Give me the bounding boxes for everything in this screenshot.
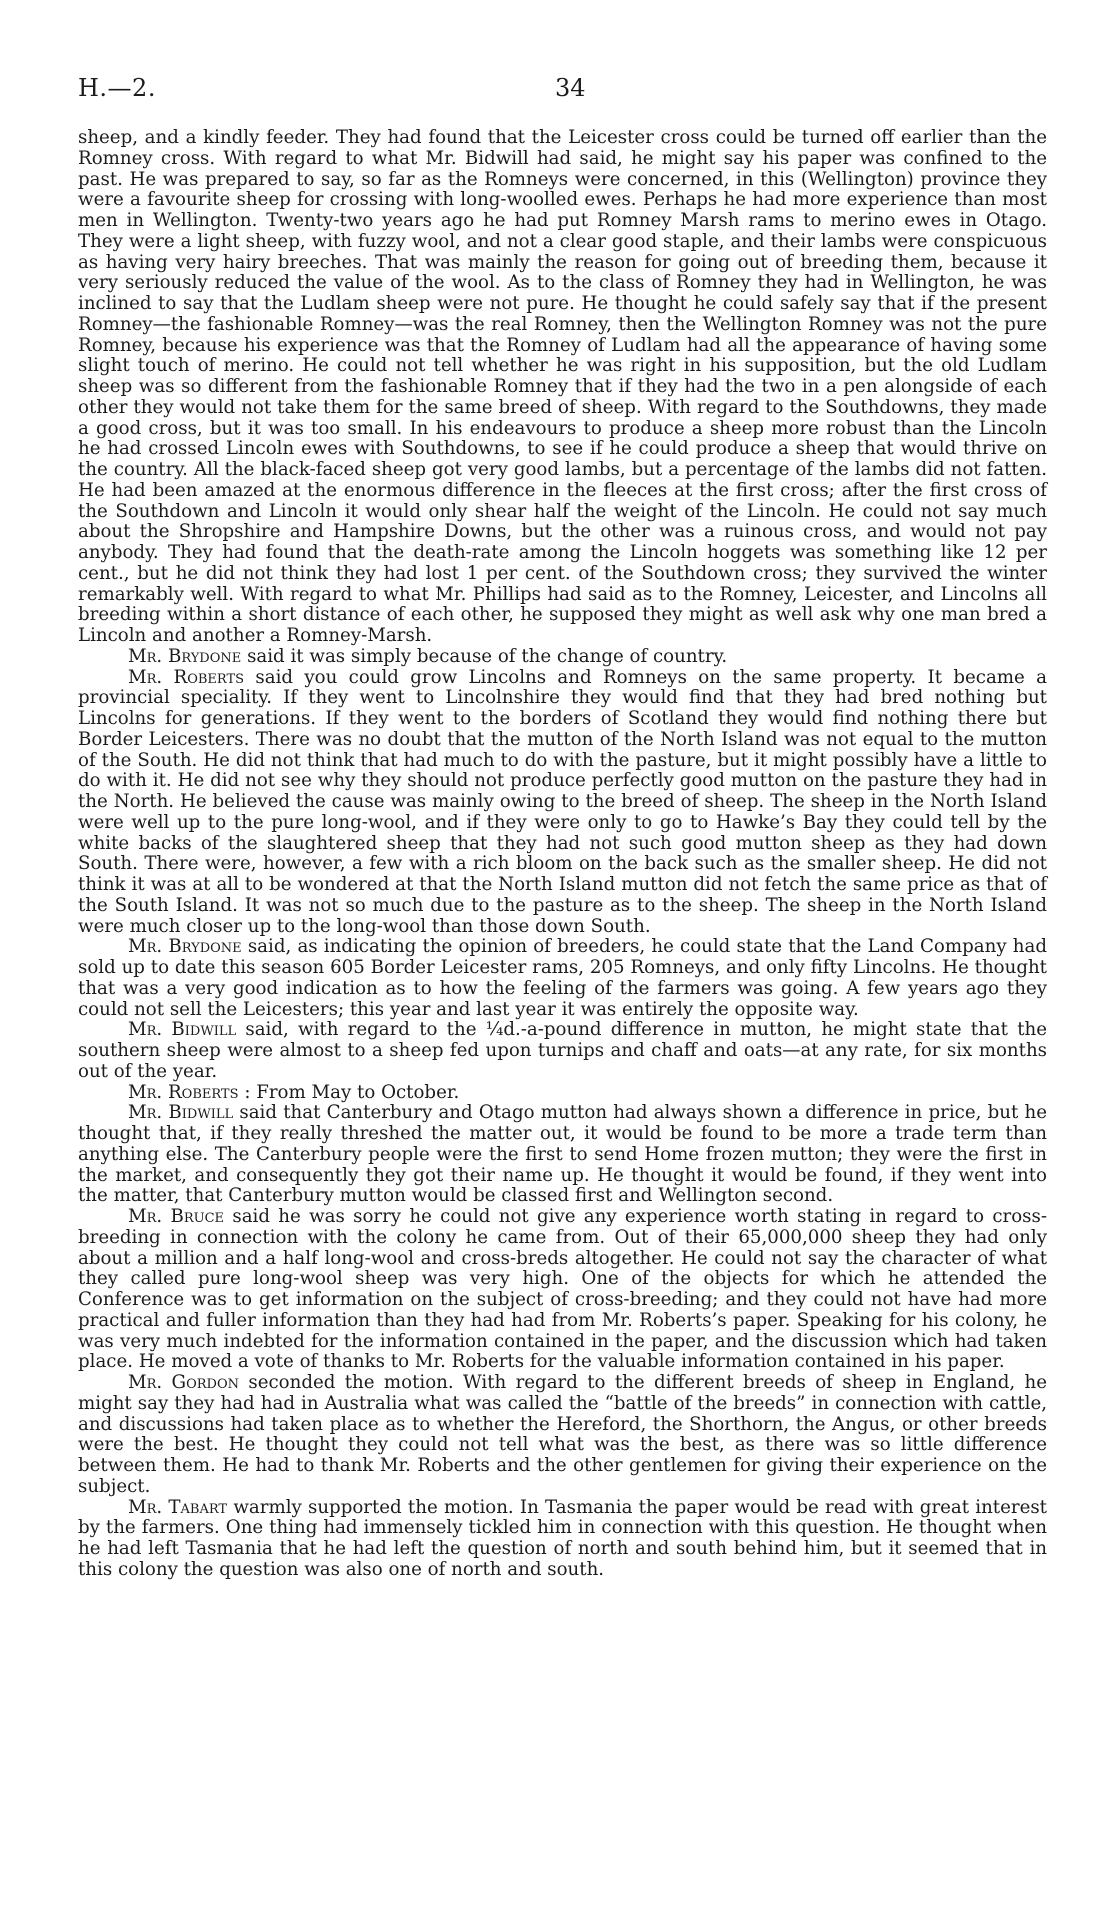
paragraph	[78, 128, 1047, 647]
page-header	[0, 74, 1114, 108]
paragraph	[78, 1083, 1047, 1104]
paragraph-text: said that Canterbury and Otago mutton had always shown a difference in price, but he thought that, if they really threshed the matter out, it would be found to be more a trade term than anything else. The Canterbury people were the first to send Home frozen mutton; they were the first in the market, and consequently they got their name up. He thought it would be found, if they went into the matter, that Canterbury mutton would be classed first and Wellington second.	[78, 1102, 1047, 1207]
speaker-name: Mr. Tabart	[128, 1496, 228, 1518]
paragraph-text: said, with regard to the ¼d.-a-pound difference in mutton, he might state that the southern sheep were almost to a sheep fed upon turnips and chaff and oats—at any rate, for six months out of the year.	[78, 1019, 1047, 1082]
paragraph-text: said, as indicating the opinion of breeders, he could state that the Land Company had sold up to date this season 605 Border Leicester rams, 205 Romneys, and only fifty Lincolns. He thought that was a very good indication as to how the feeling of the farmers was going. A few years ago they could not sell the Leicesters; this year and last year it was entirely the opposite way.	[78, 936, 1047, 1020]
paragraph-text: warmly supported the motion. In Tasmania the paper would be read with great interest by the farmers. One thing had immensely tickled him in connection with this question. He thought when he had left Tasmania that he had left the question of north and south behind him, but it seemed that in this colony the question was also one of north and south.	[78, 1496, 1047, 1580]
paragraph	[78, 1020, 1047, 1082]
paragraph-text: said you could grow Lincolns and Romneys on the same property. It became a provincial speciality. If they went to Lincolnshire they would find that they had bred nothing but Lincolns for generations. If they went to the borders of Scotland they would find nothing there but Border Leicesters. There was no doubt that the mutton of the North Island was not equal to the mutton of the South. He did not think that had much to do with the pasture, but it might possibly have a little to do with it. He did not see why they should not produce perfectly good mutton on the pasture they had in the North. He believed the cause was mainly owing to the breed of sheep. The sheep in the North Island were well up to the pure long-wool, and if they were only to go to Hawke’s Bay they could tell by the white backs of the slaughtered sheep that they had not such good mutton sheep as they had down South. There were, however, a few with a rich bloom on the back such as the smaller sheep. He did not think it was at all to be wondered at that the North Island mutton did not fetch the same price as that of the South Island. It was not so much due to the pasture as to the sheep. The sheep in the North Island were much closer up to the long-wool than those down South.	[78, 666, 1047, 937]
speaker-name: Mr. Roberts	[128, 666, 245, 688]
body-text	[78, 128, 1047, 1581]
paragraph-text: sheep, and a kindly feeder. They had found that the Leicester cross could be turned off earlier than the Romney cross. With regard to what Mr. Bidwill had said, he might say his paper was confined to the past. He was prepared to say, so far as the Romneys were concerned, in this (Wellington) province they were a favourite sheep for crossing with long-woolled ewes. Perhaps he had more experience than most men in Wellington. Twenty-two years ago he had put Romney Marsh rams to merino ewes in Otago. They were a light sheep, with fuzzy wool, and not a clear good staple, and their lambs were conspicuous as having very hairy breeches. That was mainly the reason for going out of breeding them, because it very seriously reduced the value of the wool. As to the class of Romney they had in Wellington, he was inclined to say that the Ludlam sheep were not pure. He thought he could safely say that if the present Romney—the fashionable Romney—was the real Romney, then the Wellington Romney was not the pure Romney, because his experience was that the Romney of Ludlam had all the appearance of having some slight touch of merino. He could not tell whether he was right in his supposition, but the old Ludlam sheep was so different from the fashionable Romney that if they had the two in a pen alongside of each other they would not take them for the same breed of sheep. With regard to the Southdowns, they made a good cross, but it was too small. In his endeavours to produce a sheep more robust than the Lincoln he had crossed Lincoln ewes with Southdowns, to see if he could produce a sheep that would thrive on the country. All the black-faced sheep got very good lambs, but a percentage of the lambs did not fatten. He had been amazed at the enormous difference in the fleeces at the first cross; after the first cross of the Southdown and Lincoln it would only shear half the weight of the Lincoln. He could not say much about the Shropshire and Hampshire Downs, but the other was a ruinous cross, and would not pay anybody. They had found that the death-rate among the Lincoln hoggets was something like 12 per cent., but he did not think they had lost 1 per cent. of the Southdown cross; they survived the winter remarkably well. With regard to what Mr. Phillips had said as to the Romney, Leicester, and Lincolns all breeding within a short distance of each other, he supposed they might as well ask why one man bred a Lincoln and another a Romney-Marsh.	[78, 127, 1047, 646]
paragraph	[78, 1498, 1047, 1581]
paragraph-text: : From May to October.	[244, 1081, 460, 1103]
paragraph	[78, 1103, 1047, 1207]
speaker-name: Mr. Brydone	[128, 936, 242, 958]
speaker-name: Mr. Bruce	[128, 1206, 225, 1227]
paragraph-text: said he was sorry he could not give any experience worth stating in regard to cross-breeding in connection with the colony he came from. Out of their 65,000,000 sheep they had only about a million and a half long-wool and cross-breds altogether. He could not say the character of what they called pure long-wool sheep was very high. One of the objects for which he attended the Conference was to get information on the subject of cross-breeding; and they could not have had more practical and fuller information than they had had from Mr. Roberts’s paper. Speaking for his colony, he was very much indebted for the information contained in the paper, and the discussion which had taken place. He moved a vote of thanks to Mr. Roberts for the valuable information contained in his paper.	[78, 1206, 1047, 1373]
speaker-name: Mr. Gordon	[128, 1372, 239, 1393]
paragraph-text: seconded the motion. With regard to the different breeds of sheep in England, he might say they had had in Australia what was called the “battle of the breeds” in connection with cattle, and discussions had taken place as to whether the Hereford, the Shorthorn, the Angus, or other breeds were the best. He thought they could not tell what was the best, as there was so little difference between them. He had to thank Mr. Roberts and the other gentlemen for giving their experience on the subject.	[78, 1372, 1047, 1497]
page-number: 34	[555, 74, 586, 102]
paragraph	[78, 668, 1047, 938]
speaker-name: Mr. Roberts	[128, 1081, 239, 1103]
speaker-name: Mr. Brydone	[128, 645, 242, 667]
paragraph	[78, 647, 1047, 668]
paragraph	[78, 937, 1047, 1020]
speaker-name: Mr. Bidwill	[128, 1102, 234, 1124]
paragraph	[78, 1207, 1047, 1373]
paragraph-text: said it was simply because of the change of country.	[247, 645, 728, 667]
speaker-name: Mr. Bidwill	[128, 1019, 237, 1041]
document-id: H.—2.	[78, 74, 156, 102]
paragraph	[78, 1373, 1047, 1498]
